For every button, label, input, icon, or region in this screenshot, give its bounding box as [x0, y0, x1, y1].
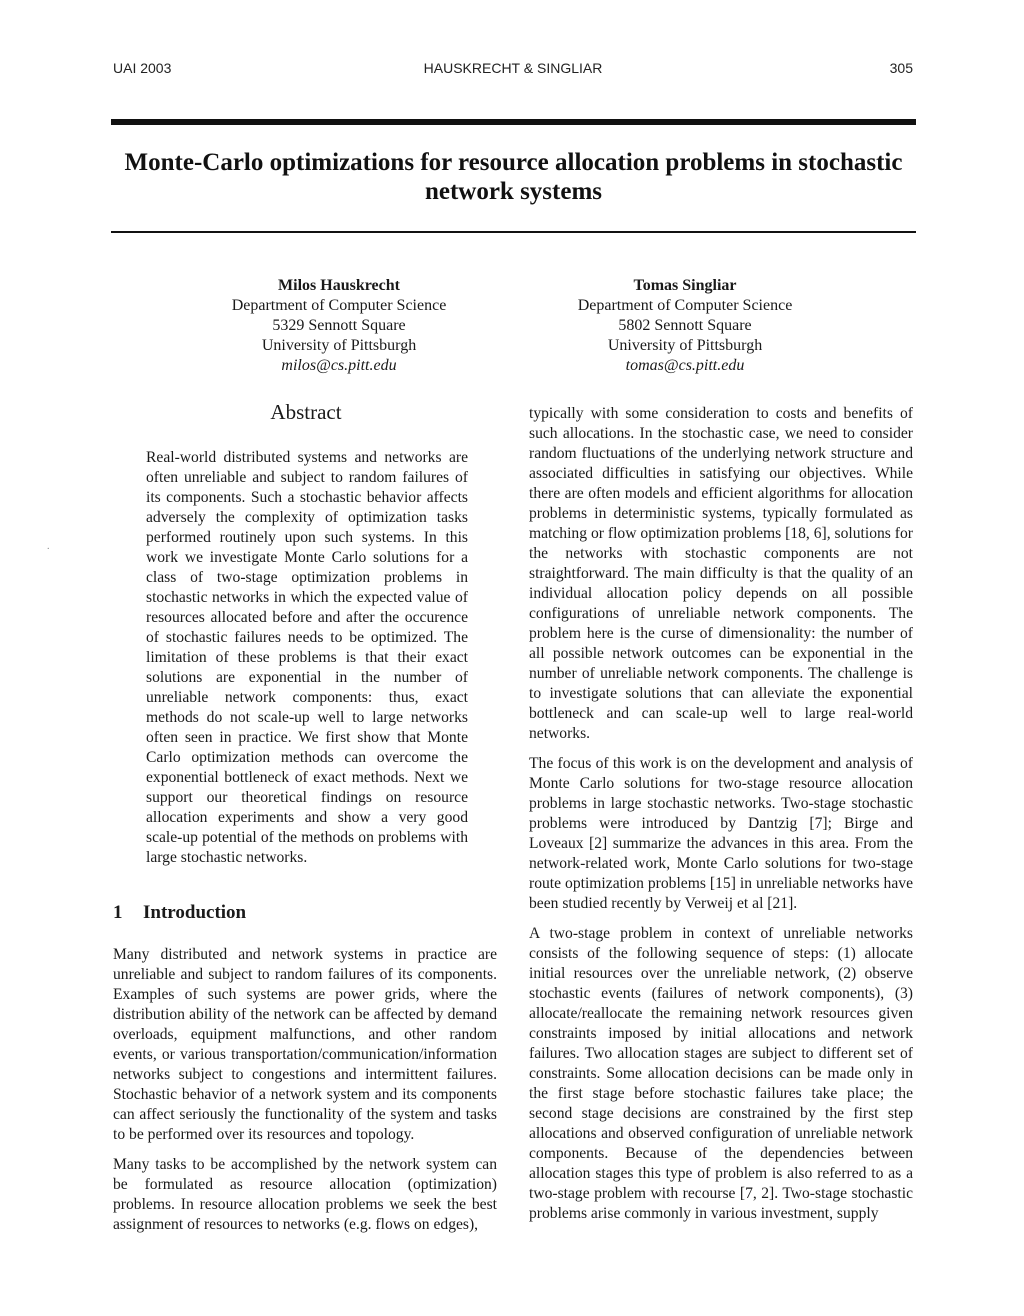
author-block-1: [169, 276, 509, 376]
author-department: Department of Computer Science: [231, 297, 447, 314]
abstract-text: Real-world distributed systems and networks are often unreliable and subject to random failures of its components. Such a stochastic behavior affects adversely the complexity of optimization tasks performed routinely upon such systems. In this work we investigate Monte Carlo solutions for a class of two-stage optimization problems in stochastic networks in which the expected value of resources allocated before and after the occurence of stochastic failures needs to be optimized. The limitation of these problems is that their exact solutions are exponential in the number of unreliable network components: thus, exact methods do not scale-up well to large networks often seen in practice. We first show that Monte Carlo optimization methods can overcome the exponential bottleneck of exact methods. Next we support our theoretical findings on resource allocation experiments and show a very good scale-up potential of the methods on problems with large stochastic networks.: [146, 449, 468, 866]
paper-title: [111, 148, 916, 206]
margin-mark: .: [47, 541, 50, 552]
title-top-rule: [111, 119, 916, 125]
author-university: University of Pittsburgh: [607, 337, 763, 354]
authors-running-title: HAUSKRECHT & SINGLIAR: [423, 60, 603, 76]
paragraph: The focus of this work is on the development and analysis of Monte Carlo solutions for two-stage resource allocation problems in large stochastic networks. Two-stage stochastic problems were introduced by Dantzig [7]; Birge and Loveaux [2] summarize the advances in this area. From the network-related work, Monte Carlo solutions for two-stage route optimization problems [15] in unreliable networks have been studied recently by Verweij et al [21].: [529, 755, 913, 912]
section-heading-introduction: [113, 902, 246, 924]
section-title: Introduction: [143, 902, 247, 923]
left-column-body: [113, 945, 497, 1235]
paragraph: Many distributed and network systems in practice are unreliable and subject to random failures of its components. Examples of such systems are power grids, where the distribution ability of the network can be affected by demand overloads, equipment malfunctions, and other random events, or various transportation/communication/information networks subject to congestions and intermittent failures. Stochastic behavior of a network system and its components can affect seriously the functionality of the system and tasks to be performed over its resources and topology.: [113, 946, 497, 1143]
author-name: Tomas Singliar: [633, 277, 737, 294]
right-column-body: [529, 404, 913, 1224]
author-block-2: [515, 276, 855, 376]
paragraph: A two-stage problem in context of unreliable networks consists of the following sequence of steps: (1) allocate initial resources over the unreliable network, (2) observe stochastic events (failures of network components), (3) allocate/reallocate the remaining network resources given constraints imposed by initial allocations and network failures. Two allocation stages are subject to different set of constraints. Some allocation decisions can be made only in the first stage before stochastic failures take place; the second stage decisions are constrained by the first step allocations and observed configuration of unreliable network components. Because of the dependencies between allocation stages this type of problem is also referred to as a two-stage problem with recourse [7, 2]. Two-stage stochastic problems arise commonly in various investment, supply: [529, 925, 913, 1222]
title-bottom-rule: [111, 231, 916, 233]
paragraph: Many tasks to be accomplished by the network system can be formulated as resource allocation (optimization) problems. In resource allocation problems we seek the best assignment of resources to networks (e.g. flows on edges),: [113, 1156, 497, 1233]
running-header: [113, 60, 913, 82]
paragraph: typically with some consideration to costs and benefits of such allocations. In the stochastic case, we need to consider random fluctuations of the underlying network structure and associated difficulties in satisfying our objectives. While there are often models and efficient algorithms for allocation problems in deterministic systems, typically formulated as matching or flow optimization problems [18, 6], solutions for the networks with stochastic components are not straightforward. The main difficulty is that the quality of an individual allocation policy depends on all possible configurations of unreliable network components. The problem here is the curse of dimensionality: the number of all possible network outcomes can be exponential in the number of unreliable network components. The challenge is to investigate solutions that can alleviate the exponential bottleneck and can scale-up well to large real-world networks.: [529, 405, 913, 742]
author-address: 5329 Sennott Square: [272, 317, 406, 334]
abstract-heading: Abstract: [270, 400, 342, 424]
section-number: 1: [113, 902, 123, 923]
venue-label: UAI 2003: [113, 60, 172, 76]
author-email: milos@cs.pitt.edu: [281, 357, 397, 374]
author-department: Department of Computer Science: [577, 297, 793, 314]
page-number: 305: [889, 60, 913, 76]
author-email: tomas@cs.pitt.edu: [625, 357, 745, 374]
author-name: Milos Hauskrecht: [278, 277, 400, 294]
author-address: 5802 Sennott Square: [618, 317, 752, 334]
abstract-body: [146, 448, 468, 868]
author-university: University of Pittsburgh: [261, 337, 417, 354]
title-line-2: network systems: [424, 178, 603, 205]
title-line-1: Monte-Carlo optimizations for resource allocation problems in stochastic: [124, 149, 903, 176]
